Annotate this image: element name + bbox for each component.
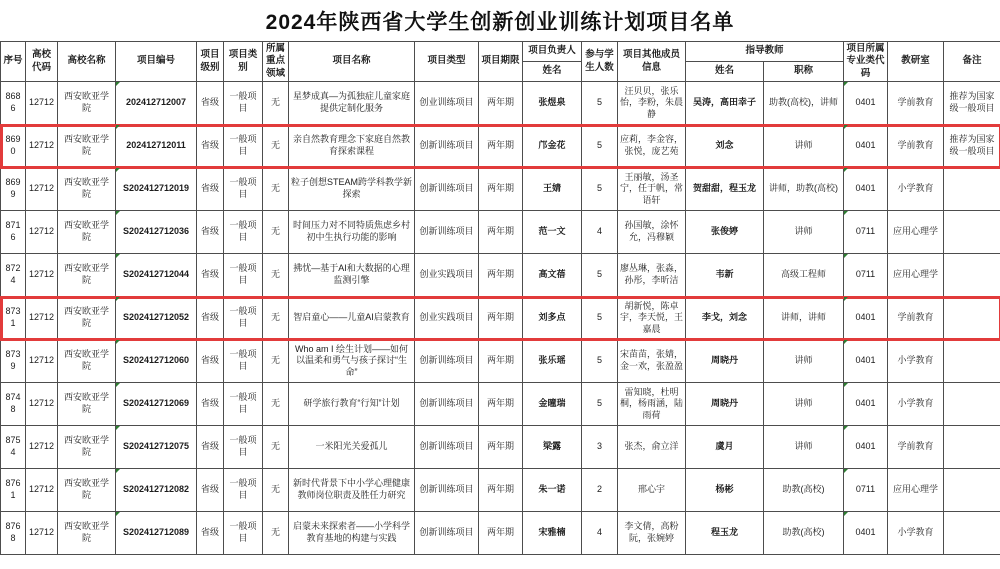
cell-remark [944,512,1000,555]
cell-seq: 8716 [1,211,26,254]
header-level: 项目级别 [197,42,224,82]
table-row [1,383,1000,426]
header-leader-group: 项目负责人 [523,42,582,62]
cell-key-field: 无 [263,340,289,383]
header-office: 教研室 [888,42,944,82]
cell-level: 省级 [197,469,224,512]
cell-seq: 8686 [1,82,26,125]
cell-advisor-titles: 讲师 [764,340,844,383]
cell-project-no: S202412712082 [116,469,197,512]
cell-project-type: 创新训练项目 [415,469,479,512]
cell-project-name: Who am I 绘生计划——如何以温柔和勇气与孩子探讨“生命” [289,340,415,383]
cell-school-code: 12712 [26,168,58,211]
cell-seq: 8761 [1,469,26,512]
cell-student-count: 3 [582,426,618,469]
header-leader-name: 姓名 [523,62,582,82]
cell-level: 省级 [197,168,224,211]
cell-leader-name: 金曈瑞 [523,383,582,426]
cell-leader-name: 张乐瑶 [523,340,582,383]
cell-project-type: 创新训练项目 [415,168,479,211]
cell-duration: 两年期 [479,340,523,383]
cell-category: 一般项目 [224,469,263,512]
cell-category: 一般项目 [224,211,263,254]
cell-leader-name: 张煜泉 [523,82,582,125]
cell-duration: 两年期 [479,426,523,469]
cell-teaching-office: 应用心理学 [888,211,944,254]
cell-project-name: 智启童心——儿童AI启蒙教育 [289,297,415,340]
cell-project-no: 202412712011 [116,125,197,168]
cell-advisor-titles: 高级工程师 [764,254,844,297]
cell-advisor-titles: 讲师 [764,383,844,426]
cell-key-field: 无 [263,512,289,555]
cell-advisor-titles: 讲师 [764,426,844,469]
table-header [1,42,1000,82]
cell-school-name: 西安欧亚学院 [58,469,116,512]
cell-teaching-office: 小学教育 [888,168,944,211]
cell-project-type: 创业训练项目 [415,82,479,125]
cell-student-count: 4 [582,512,618,555]
cell-school-code: 12712 [26,340,58,383]
cell-remark [944,297,1000,340]
cell-remark [944,211,1000,254]
cell-remark [944,469,1000,512]
cell-seq: 8724 [1,254,26,297]
cell-remark: 推荐为国家级一般项目 [944,82,1000,125]
cell-seq: 8699 [1,168,26,211]
cell-key-field: 无 [263,297,289,340]
header-major-code: 项目所属专业类代码 [844,42,888,82]
cell-advisor-names: 贺甜甜，程玉龙 [686,168,764,211]
cell-student-count: 5 [582,82,618,125]
cell-level: 省级 [197,254,224,297]
table-row [1,168,1000,211]
table-row [1,82,1000,125]
header-seq: 序号 [1,42,26,82]
cell-teaching-office: 学前教育 [888,82,944,125]
cell-school-name: 西安欧亚学院 [58,383,116,426]
cell-project-name: 研学旅行教育“行知”计划 [289,383,415,426]
cell-members: 孙国敏，涂怀允，冯穆颖 [618,211,686,254]
cell-members: 宋苗苗，张婧，金一欢，张盈盈 [618,340,686,383]
cell-project-type: 创业实践项目 [415,254,479,297]
cell-level: 省级 [197,82,224,125]
header-project-type: 项目类型 [415,42,479,82]
cell-school-name: 西安欧亚学院 [58,297,116,340]
cell-student-count: 5 [582,125,618,168]
cell-advisor-names: 杨彬 [686,469,764,512]
cell-school-name: 西安欧亚学院 [58,168,116,211]
cell-key-field: 无 [263,426,289,469]
header-advisor-title: 职称 [764,62,844,82]
cell-leader-name: 范一文 [523,211,582,254]
table-body [1,82,1000,555]
header-advisor-group: 指导教师 [686,42,844,62]
cell-school-name: 西安欧亚学院 [58,426,116,469]
cell-remark: 推荐为国家级一般项目 [944,125,1000,168]
cell-project-type: 创新训练项目 [415,125,479,168]
project-roster-table [0,41,1000,555]
cell-duration: 两年期 [479,297,523,340]
cell-duration: 两年期 [479,469,523,512]
cell-student-count: 5 [582,254,618,297]
cell-school-name: 西安欧亚学院 [58,254,116,297]
cell-leader-name: 高文蓓 [523,254,582,297]
cell-members: 应莉，李金容，张悦，庞艺苑 [618,125,686,168]
cell-project-name: 新时代背景下中小学心理健康教师岗位职责及胜任力研究 [289,469,415,512]
cell-advisor-names: 程玉龙 [686,512,764,555]
cell-advisor-names: 虞月 [686,426,764,469]
cell-advisor-titles: 助教(高校) [764,469,844,512]
cell-major-code: 0401 [844,168,888,211]
table-row [1,211,1000,254]
cell-level: 省级 [197,426,224,469]
cell-major-code: 0401 [844,125,888,168]
cell-category: 一般项目 [224,254,263,297]
cell-seq: 8754 [1,426,26,469]
cell-remark [944,168,1000,211]
cell-level: 省级 [197,340,224,383]
cell-advisor-titles: 讲师，讲师 [764,297,844,340]
cell-student-count: 5 [582,340,618,383]
cell-duration: 两年期 [479,211,523,254]
table-row [1,426,1000,469]
cell-teaching-office: 学前教育 [888,297,944,340]
header-school-code: 高校代码 [26,42,58,82]
cell-school-code: 12712 [26,426,58,469]
cell-project-no: S202412712060 [116,340,197,383]
header-members: 项目其他成员信息 [618,42,686,82]
cell-duration: 两年期 [479,512,523,555]
cell-project-no: 202412712007 [116,82,197,125]
table-row [1,297,1000,340]
cell-level: 省级 [197,512,224,555]
cell-advisor-names: 韦新 [686,254,764,297]
cell-major-code: 0401 [844,82,888,125]
cell-major-code: 0711 [844,211,888,254]
cell-members: 汪贝贝，张乐怡，李粉，朱晨静 [618,82,686,125]
cell-school-code: 12712 [26,512,58,555]
cell-members: 廖丛琳，张淼，孙彤，李昕洁 [618,254,686,297]
cell-category: 一般项目 [224,168,263,211]
cell-advisor-titles: 助教(高校) [764,512,844,555]
cell-leader-name: 宋雅楠 [523,512,582,555]
cell-members: 李文倩，高粉阮，张婉婷 [618,512,686,555]
cell-major-code: 0711 [844,469,888,512]
cell-school-code: 12712 [26,125,58,168]
cell-student-count: 5 [582,383,618,426]
cell-project-no: S202412712036 [116,211,197,254]
cell-project-no: S202412712052 [116,297,197,340]
cell-school-name: 西安欧亚学院 [58,211,116,254]
cell-level: 省级 [197,383,224,426]
cell-category: 一般项目 [224,512,263,555]
cell-teaching-office: 小学教育 [888,340,944,383]
cell-advisor-titles: 助教(高校)，讲师 [764,82,844,125]
header-students: 参与学生人数 [582,42,618,82]
cell-project-no: S202412712044 [116,254,197,297]
page-title: 2024年陕西省大学生创新创业训练计划项目名单 [265,11,735,34]
cell-advisor-names: 吴涛，高田幸子 [686,82,764,125]
cell-project-name: 亲自然教育理念下家庭自然教育探索课程 [289,125,415,168]
cell-category: 一般项目 [224,82,263,125]
cell-duration: 两年期 [479,254,523,297]
cell-project-name: 一米阳光关爱孤儿 [289,426,415,469]
cell-advisor-titles: 讲师 [764,211,844,254]
cell-project-no: S202412712089 [116,512,197,555]
header-project-no: 项目编号 [116,42,197,82]
cell-duration: 两年期 [479,125,523,168]
cell-school-code: 12712 [26,82,58,125]
cell-key-field: 无 [263,125,289,168]
table-row [1,469,1000,512]
cell-category: 一般项目 [224,125,263,168]
cell-key-field: 无 [263,469,289,512]
cell-level: 省级 [197,297,224,340]
cell-category: 一般项目 [224,426,263,469]
cell-key-field: 无 [263,383,289,426]
cell-teaching-office: 应用心理学 [888,469,944,512]
cell-duration: 两年期 [479,168,523,211]
cell-project-name: 拂忧—基于AI和大数据的心理监测引擎 [289,254,415,297]
cell-key-field: 无 [263,82,289,125]
cell-level: 省级 [197,211,224,254]
cell-advisor-titles: 讲师，助教(高校) [764,168,844,211]
cell-major-code: 0401 [844,383,888,426]
cell-seq: 8731 [1,297,26,340]
cell-leader-name: 朱一诺 [523,469,582,512]
cell-major-code: 0711 [844,254,888,297]
cell-project-name: 星梦成真—为孤独症儿童家庭提供定制化服务 [289,82,415,125]
header-school-name: 高校名称 [58,42,116,82]
header-advisor-name: 姓名 [686,62,764,82]
cell-advisor-names: 张俊婷 [686,211,764,254]
cell-project-type: 创新训练项目 [415,211,479,254]
cell-members: 胡新悦，陈卓宇，李天悦，王嘉晨 [618,297,686,340]
cell-teaching-office: 小学教育 [888,512,944,555]
cell-teaching-office: 小学教育 [888,383,944,426]
cell-school-code: 12712 [26,254,58,297]
cell-school-code: 12712 [26,469,58,512]
cell-key-field: 无 [263,168,289,211]
cell-remark [944,340,1000,383]
cell-major-code: 0401 [844,426,888,469]
cell-project-type: 创新训练项目 [415,340,479,383]
cell-project-type: 创业实践项目 [415,297,479,340]
header-key-field: 所属重点领域 [263,42,289,82]
cell-advisor-names: 刘念 [686,125,764,168]
cell-project-no: S202412712019 [116,168,197,211]
cell-project-name: 粒子创想STEAM跨学科教学新探索 [289,168,415,211]
cell-level: 省级 [197,125,224,168]
cell-project-no: S202412712069 [116,383,197,426]
cell-school-name: 西安欧亚学院 [58,125,116,168]
cell-school-code: 12712 [26,297,58,340]
cell-category: 一般项目 [224,383,263,426]
table-row [1,254,1000,297]
cell-project-type: 创新训练项目 [415,512,479,555]
cell-project-type: 创新训练项目 [415,383,479,426]
cell-seq: 8768 [1,512,26,555]
cell-seq: 8739 [1,340,26,383]
header-duration: 项目期限 [479,42,523,82]
table-row [1,340,1000,383]
cell-student-count: 4 [582,211,618,254]
table-row [1,512,1000,555]
cell-teaching-office: 应用心理学 [888,254,944,297]
cell-members: 张杰，俞立洋 [618,426,686,469]
cell-school-name: 西安欧亚学院 [58,82,116,125]
cell-remark [944,383,1000,426]
cell-advisor-names: 周晓丹 [686,383,764,426]
cell-leader-name: 刘多点 [523,297,582,340]
cell-teaching-office: 学前教育 [888,125,944,168]
cell-key-field: 无 [263,254,289,297]
cell-major-code: 0401 [844,297,888,340]
cell-student-count: 5 [582,297,618,340]
cell-project-type: 创新训练项目 [415,426,479,469]
cell-school-name: 西安欧亚学院 [58,340,116,383]
cell-teaching-office: 学前教育 [888,426,944,469]
cell-remark [944,254,1000,297]
cell-seq: 8748 [1,383,26,426]
cell-major-code: 0401 [844,512,888,555]
cell-duration: 两年期 [479,383,523,426]
table-row [1,125,1000,168]
cell-leader-name: 梁露 [523,426,582,469]
cell-project-no: S202412712075 [116,426,197,469]
header-project-name: 项目名称 [289,42,415,82]
cell-major-code: 0401 [844,340,888,383]
cell-key-field: 无 [263,211,289,254]
cell-school-code: 12712 [26,383,58,426]
cell-remark [944,426,1000,469]
cell-members: 雷知晓，杜明桐，杨雨涵，陆雨荷 [618,383,686,426]
cell-student-count: 5 [582,168,618,211]
cell-members: 邢心宇 [618,469,686,512]
cell-seq: 8690 [1,125,26,168]
cell-project-name: 启蒙未来探索者——小学科学教育基地的构建与实践 [289,512,415,555]
cell-leader-name: 王婧 [523,168,582,211]
cell-project-name: 时间压力对不同特质焦虑乡村初中生执行功能的影响 [289,211,415,254]
header-remark: 备注 [944,42,1000,82]
cell-category: 一般项目 [224,340,263,383]
header-category: 项目类别 [224,42,263,82]
cell-leader-name: 邝金花 [523,125,582,168]
cell-advisor-names: 李戈，刘念 [686,297,764,340]
cell-school-code: 12712 [26,211,58,254]
cell-school-name: 西安欧亚学院 [58,512,116,555]
cell-duration: 两年期 [479,82,523,125]
cell-advisor-titles: 讲师 [764,125,844,168]
cell-student-count: 2 [582,469,618,512]
cell-category: 一般项目 [224,297,263,340]
cell-advisor-names: 周晓丹 [686,340,764,383]
cell-members: 王丽敏，汤圣宁，任于帆，常语轩 [618,168,686,211]
